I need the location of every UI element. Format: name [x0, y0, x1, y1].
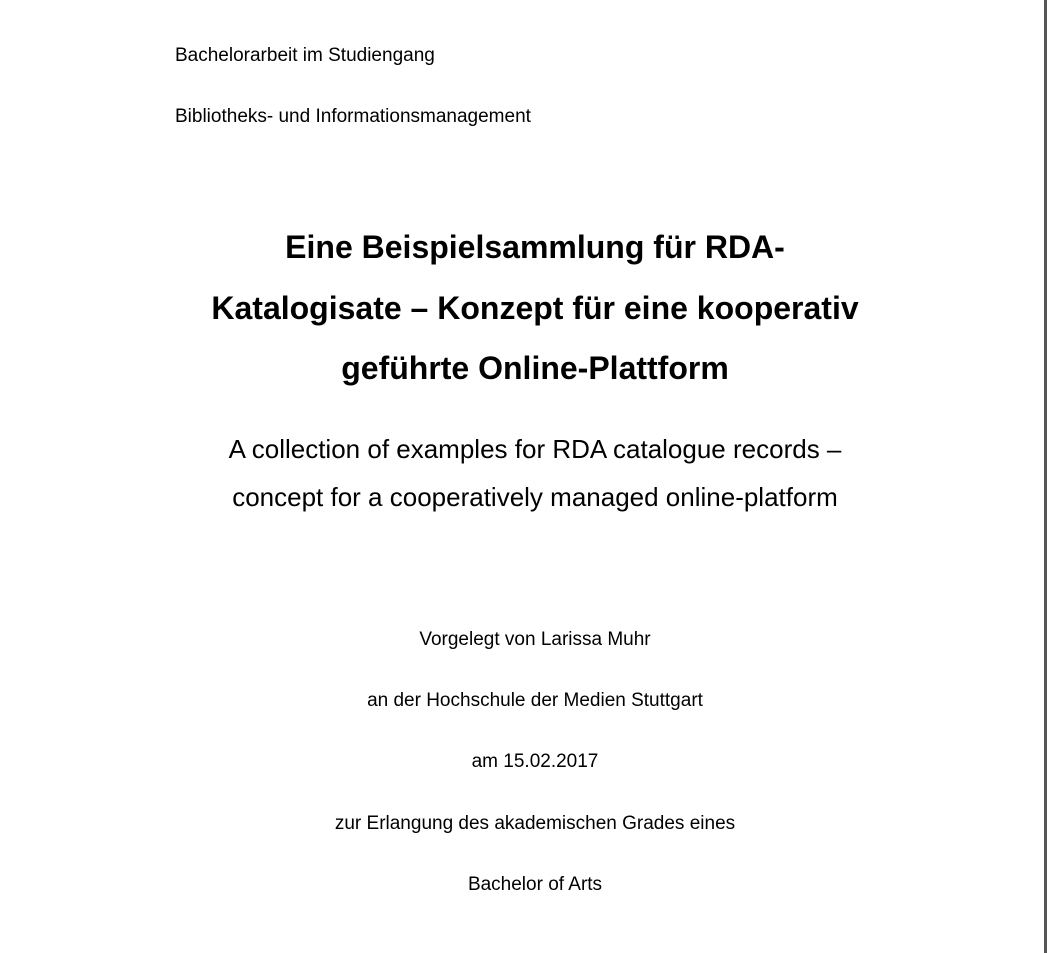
degree-purpose: zur Erlangung des akademischen Grades eines — [334, 813, 736, 834]
title-line-3: geführte Online-Plattform — [341, 350, 729, 386]
degree: Bachelor of Arts — [467, 874, 603, 895]
title-line-2: Katalogisate – Konzept für eine kooperativ — [211, 290, 859, 326]
study-program-name: Bibliotheks- und Informationsmanagement — [175, 106, 531, 127]
institution: an der Hochschule der Medien Stuttgart — [367, 690, 703, 711]
author: Vorgelegt von Larissa Muhr — [419, 629, 651, 650]
subtitle-line-1: A collection of examples for RDA catalogue records – — [228, 434, 842, 464]
study-program-label: Bachelorarbeit im Studiengang — [175, 45, 435, 66]
submission-date: am 15.02.2017 — [471, 751, 599, 772]
subtitle-line-2: concept for a cooperatively managed online-platform — [232, 482, 838, 512]
title-line-1: Eine Beispielsammlung für RDA- — [285, 229, 785, 265]
